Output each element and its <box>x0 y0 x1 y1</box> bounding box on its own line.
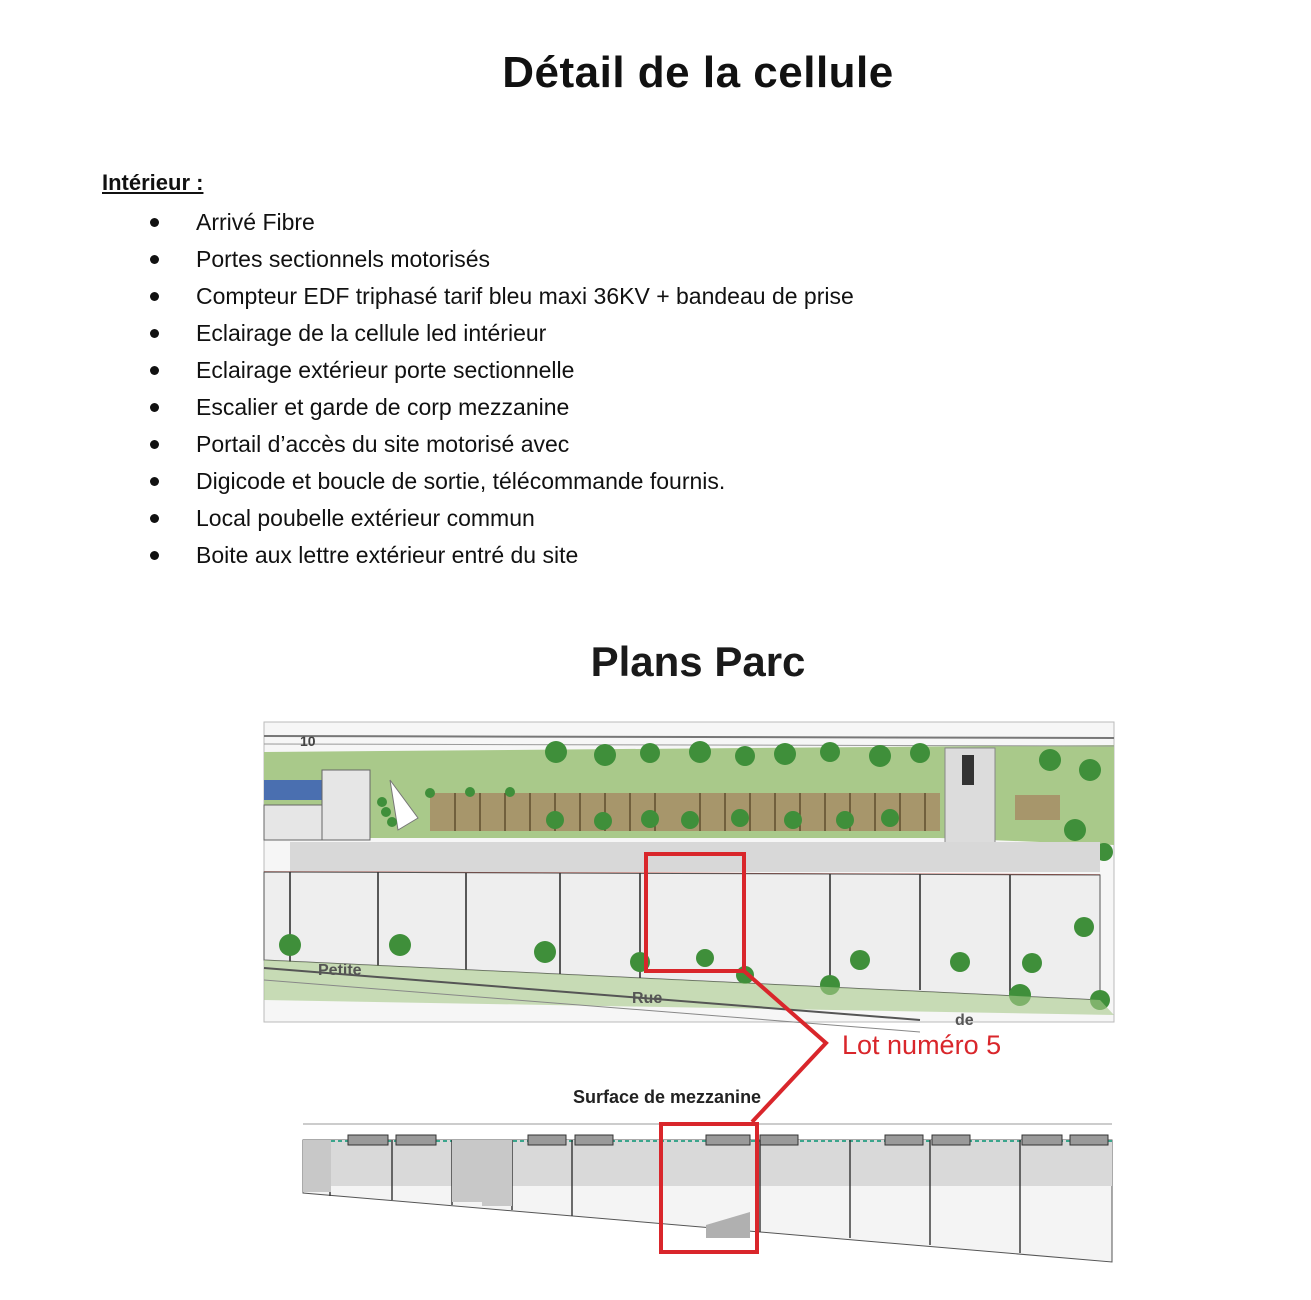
road-label: Petite <box>318 962 362 979</box>
feature-item: Compteur EDF triphasé tarif bleu maxi 36KV + bandeau de prise <box>146 279 854 316</box>
feature-item: Escalier et garde de corp mezzanine <box>146 390 854 427</box>
road-label: de <box>955 1012 974 1029</box>
storage-block <box>264 805 322 840</box>
mezzanine-3 <box>482 1140 512 1206</box>
feature-item: Digicode et boucle de sortie, télécommande fournis. <box>146 464 854 501</box>
mezzanine-floor <box>303 1140 1112 1186</box>
feature-item: Portail d’accès du site motorisé avec <box>146 427 854 464</box>
mezzanine-1 <box>303 1140 331 1192</box>
pool-block <box>264 780 324 800</box>
feature-item: Local poubelle extérieur commun <box>146 501 854 538</box>
road-label: Rue <box>632 990 663 1007</box>
site-plan-top <box>264 722 1114 1032</box>
mezzanine-plan <box>303 1124 1112 1262</box>
parked-car <box>962 755 974 785</box>
document-title: Détail de la cellule <box>502 48 894 97</box>
feature-item: Boite aux lettre extérieur entré du site <box>146 538 854 575</box>
entrance-block <box>322 770 370 840</box>
feature-item: Arrivé Fibre <box>146 205 854 242</box>
feature-item: Eclairage de la cellule led intérieur <box>146 316 854 353</box>
plans-title: Plans Parc <box>590 638 806 685</box>
mezzanine-2 <box>452 1140 482 1202</box>
road-number: 10 <box>300 733 316 749</box>
lot-callout-label: Lot numéro 5 <box>842 1030 1002 1060</box>
feature-item: Eclairage extérieur porte sectionnelle <box>146 353 854 390</box>
mezzanine-heading: Surface de mezzanine <box>573 1087 762 1107</box>
access-corridor <box>290 842 1100 872</box>
section-heading-interieur: Intérieur : <box>102 170 204 195</box>
feature-item: Portes sectionnels motorisés <box>146 242 854 279</box>
parking-block-right <box>1015 795 1060 820</box>
